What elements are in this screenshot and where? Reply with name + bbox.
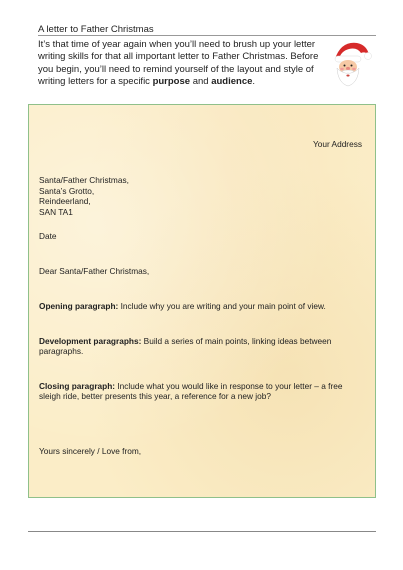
page-title: A letter to Father Christmas [38,24,154,35]
development-paragraph [39,336,344,357]
opening-paragraph [39,301,344,311]
date-line: Date [39,231,57,241]
intro-paragraph [38,39,323,88]
closing-paragraph [39,381,344,402]
signoff: Yours sincerely / Love from, [39,446,142,456]
opening-text: Include why you are writing and your main point of view. [118,301,326,311]
letter-template-box [28,104,376,498]
santa-address-line-3: Reindeerland, [39,196,91,206]
purpose-word: purpose [152,75,191,87]
development-label: Development paragraphs: [39,336,142,346]
intro-and: and [190,75,212,87]
opening-label: Opening paragraph: [39,301,119,311]
santa-claus-icon [327,37,373,89]
your-address: Your Address [312,139,362,149]
development-text: Build a series of main points, linking ideas between paragraphs. [39,336,332,357]
greeting: Dear Santa/Father Christmas, [39,266,150,276]
intro-text: It’s that time of year again when you’ll need to brush up your letter writing skills for that all important letter to Father Christmas. Before you begin, you’ll need to remind yourself of the layout and style of writing letters for a specific [38,39,319,87]
santa-address-line-1: Santa/Father Christmas, [39,175,129,185]
closing-label: Closing paragraph: [39,381,116,391]
santa-address-line-2: Santa’s Grotto, [39,185,95,196]
audience-word: audience [211,75,253,87]
title-divider [38,35,376,36]
intro-end: . [252,75,256,87]
santa-address-line-4: SAN TA1 [39,206,73,217]
bottom-divider [28,531,376,532]
closing-text: Include what you would like in response to your letter – a free sleigh ride, better presents this year, a reference for a new job? [39,381,343,402]
